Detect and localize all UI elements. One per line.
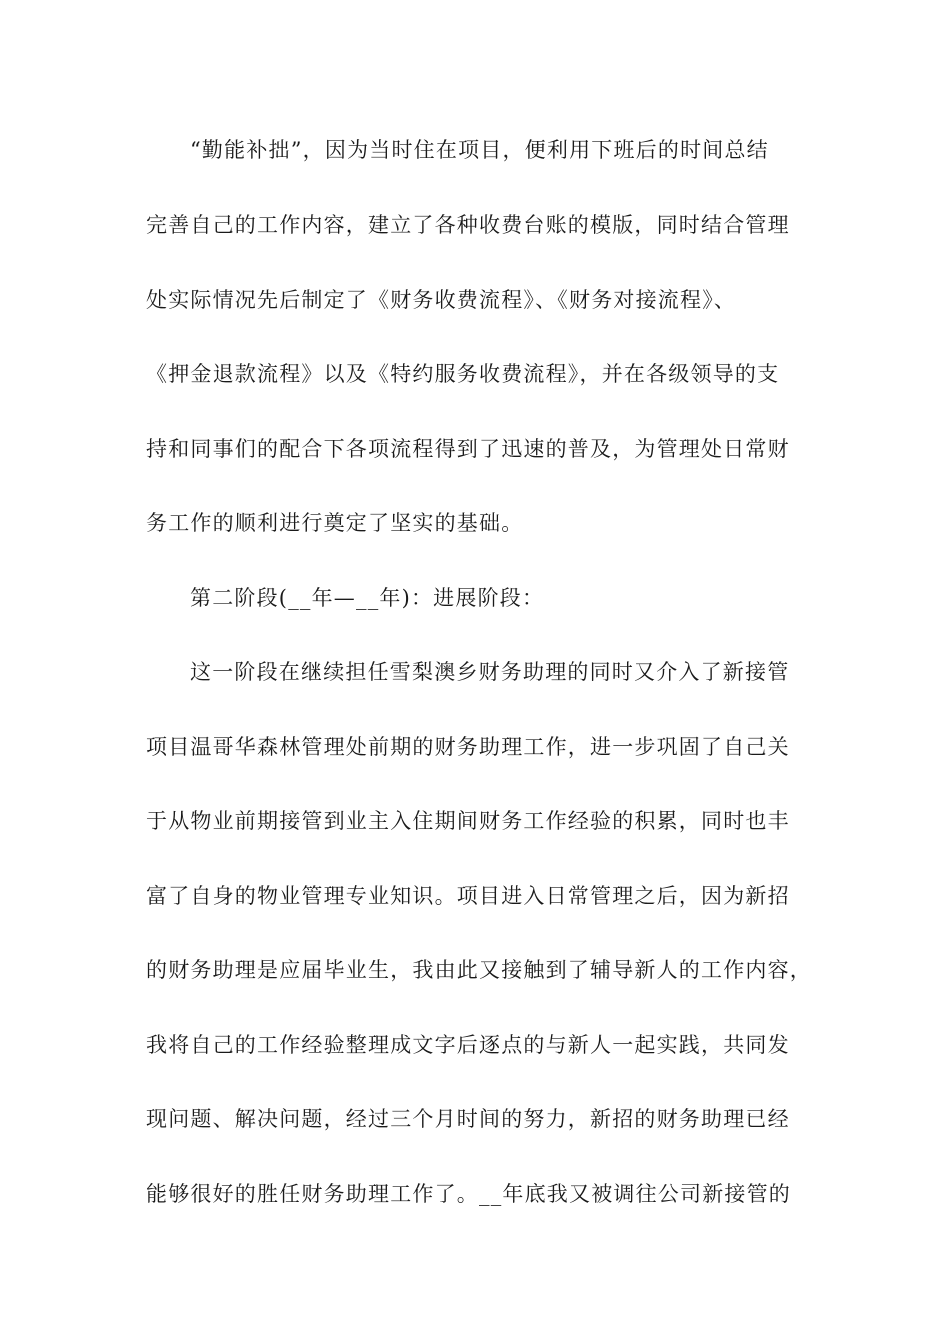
paragraph-line-2: 完善自己的工作内容，建立了各种收费台账的模版，同时结合管理 [146, 213, 790, 237]
paragraph-line-5: 持和同事们的配合下各项流程得到了迅速的普及，为管理处日常财 [146, 437, 790, 461]
paragraph-line-7: 这一阶段在继续担任雪梨澳乡财务助理的同时又介入了新接管 [190, 660, 790, 684]
paragraph-line-13: 现问题、解决问题，经过三个月时间的努力，新招的财务助理已经 [146, 1107, 790, 1131]
paragraph-line-12: 我将自己的工作经验整理成文字后逐点的与新人一起实践，共同发 [146, 1033, 790, 1057]
paragraph-line-3: 处实际情况先后制定了《财务收费流程》、《财务对接流程》、 [146, 288, 737, 312]
paragraph-line-8: 项目温哥华森林管理处前期的财务助理工作，进一步巩固了自己关 [146, 735, 790, 759]
paragraph-line-14: 能够很好的胜任财务助理工作了。__年底我又被调往公司新接管的 [146, 1182, 791, 1206]
paragraph-line-11: 的财务助理是应届毕业生，我由此又接触到了辅导新人的工作内容， [146, 958, 812, 982]
paragraph-line-9: 于从物业前期接管到业主入住期间财务工作经验的积累，同时也丰 [146, 809, 790, 833]
paragraph-line-1: “勤能补拙”，因为当时住在项目，便利用下班后的时间总结 [190, 138, 769, 162]
paragraph-line-6: 务工作的顺利进行奠定了坚实的基础。 [146, 511, 524, 535]
paragraph-line-10: 富了自身的物业管理专业知识。项目进入日常管理之后，因为新招 [146, 884, 790, 908]
paragraph-line-4: 《押金退款流程》以及《特约服务收费流程》，并在各级领导的支 [146, 362, 780, 386]
section-heading: 第二阶段(__年—__年)：进展阶段： [190, 586, 545, 610]
